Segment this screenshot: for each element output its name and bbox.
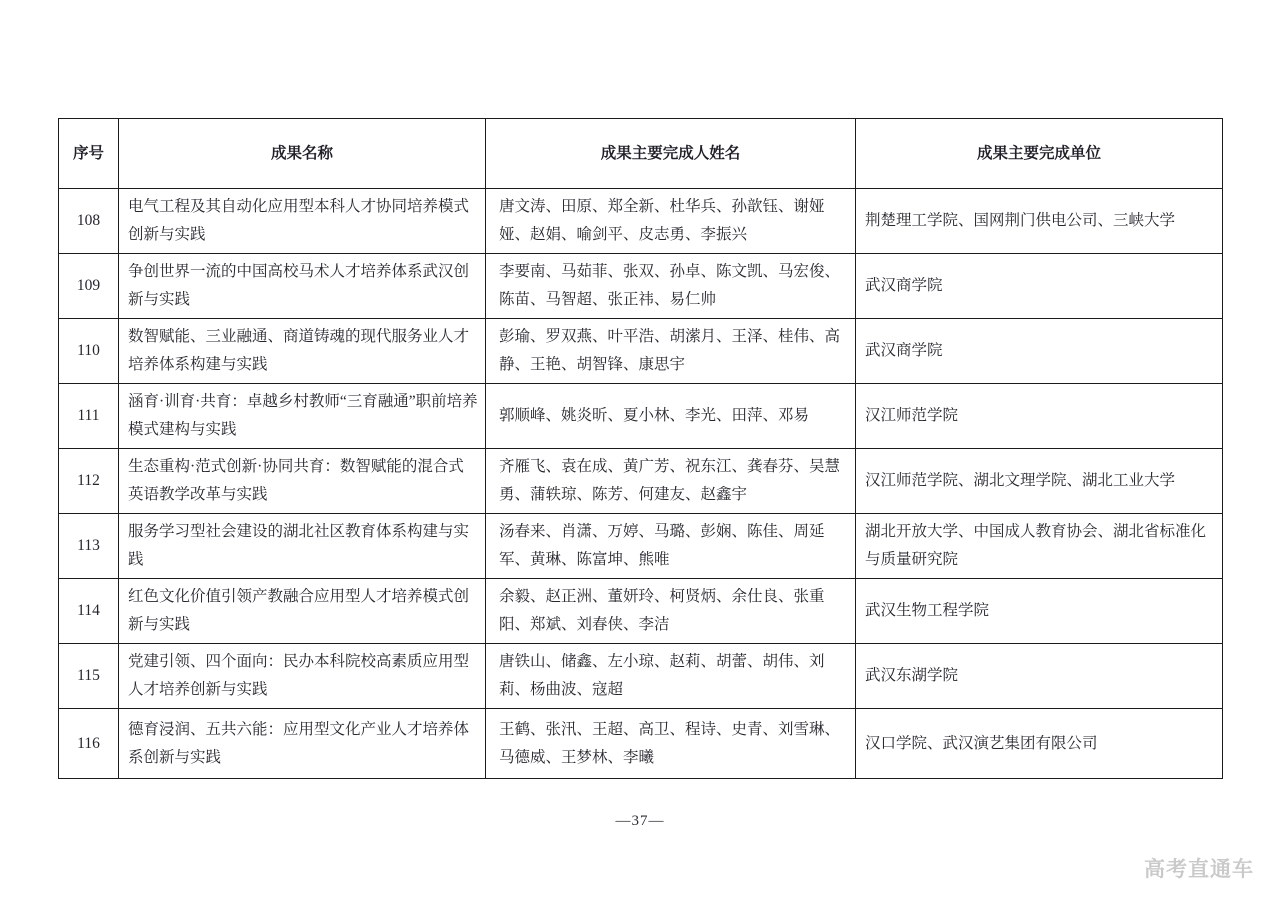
- cell-achievement-name: 党建引领、四个面向：民办本科院校高素质应用型人才培养创新与实践: [119, 644, 486, 709]
- cell-serial-number: 113: [59, 514, 119, 579]
- table-row: [59, 384, 1223, 449]
- cell-contributors: 唐铁山、储鑫、左小琼、赵莉、胡蕾、胡伟、刘莉、杨曲波、寇超: [486, 644, 856, 709]
- header-main-contributors: 成果主要完成人姓名: [486, 119, 856, 189]
- cell-achievement-name: 争创世界一流的中国高校马术人才培养体系武汉创新与实践: [119, 254, 486, 319]
- cell-organizations: 湖北开放大学、中国成人教育协会、湖北省标准化与质量研究院: [856, 514, 1223, 579]
- achievements-table: [58, 118, 1223, 779]
- table-row: [59, 514, 1223, 579]
- cell-organizations: 汉江师范学院: [856, 384, 1223, 449]
- cell-serial-number: 115: [59, 644, 119, 709]
- cell-achievement-name: 德育浸润、五共六能：应用型文化产业人才培养体系创新与实践: [119, 709, 486, 779]
- cell-serial-number: 110: [59, 319, 119, 384]
- cell-organizations: 汉江师范学院、湖北文理学院、湖北工业大学: [856, 449, 1223, 514]
- cell-achievement-name: 生态重构·范式创新·协同共育：数智赋能的混合式英语教学改革与实践: [119, 449, 486, 514]
- cell-contributors: 余毅、赵正洲、董妍玲、柯贤炳、余仕良、张重阳、郑斌、刘春侠、李洁: [486, 579, 856, 644]
- cell-organizations: 武汉商学院: [856, 254, 1223, 319]
- cell-serial-number: 109: [59, 254, 119, 319]
- cell-organizations: 武汉商学院: [856, 319, 1223, 384]
- cell-serial-number: 116: [59, 709, 119, 779]
- table-row: [59, 644, 1223, 709]
- cell-contributors: 王鹤、张汛、王超、高卫、程诗、史青、刘雪琳、马德威、王梦林、李曦: [486, 709, 856, 779]
- header-serial-number: 序号: [59, 119, 119, 189]
- watermark-text: 高考直通车: [1144, 858, 1254, 881]
- table-row: [59, 709, 1223, 779]
- cell-achievement-name: 电气工程及其自动化应用型本科人才协同培养模式创新与实践: [119, 189, 486, 254]
- cell-contributors: 齐雁飞、袁在成、黄广芳、祝东江、龚春芬、吴慧勇、蒲轶琼、陈芳、何建友、赵鑫宇: [486, 449, 856, 514]
- table-header-row: [59, 119, 1223, 189]
- cell-organizations: 武汉东湖学院: [856, 644, 1223, 709]
- table-row: [59, 449, 1223, 514]
- cell-achievement-name: 数智赋能、三业融通、商道铸魂的现代服务业人才培养体系构建与实践: [119, 319, 486, 384]
- cell-serial-number: 108: [59, 189, 119, 254]
- header-main-organizations: 成果主要完成单位: [856, 119, 1223, 189]
- cell-achievement-name: 红色文化价值引领产教融合应用型人才培养模式创新与实践: [119, 579, 486, 644]
- cell-organizations: 汉口学院、武汉演艺集团有限公司: [856, 709, 1223, 779]
- cell-achievement-name: 服务学习型社会建设的湖北社区教育体系构建与实践: [119, 514, 486, 579]
- cell-serial-number: 112: [59, 449, 119, 514]
- cell-contributors: 汤春来、肖潇、万婷、马璐、彭娴、陈佳、周延军、黄琳、陈富坤、熊唯: [486, 514, 856, 579]
- cell-organizations: 武汉生物工程学院: [856, 579, 1223, 644]
- cell-contributors: 唐文涛、田原、郑全新、杜华兵、孙歆钰、谢娅娅、赵娟、喻剑平、皮志勇、李振兴: [486, 189, 856, 254]
- table-row: [59, 319, 1223, 384]
- table-row: [59, 579, 1223, 644]
- table-row: [59, 254, 1223, 319]
- cell-serial-number: 111: [59, 384, 119, 449]
- header-achievement-name: 成果名称: [119, 119, 486, 189]
- cell-serial-number: 114: [59, 579, 119, 644]
- table-row: [59, 189, 1223, 254]
- page-number: —37—: [615, 813, 665, 829]
- cell-organizations: 荆楚理工学院、国网荆门供电公司、三峡大学: [856, 189, 1223, 254]
- cell-contributors: 郭顺峰、姚炎昕、夏小林、李光、田萍、邓易: [486, 384, 856, 449]
- cell-contributors: 彭瑜、罗双燕、叶平浩、胡潆月、王泽、桂伟、高静、王艳、胡智锋、康思宇: [486, 319, 856, 384]
- cell-achievement-name: 涵育·训育·共育：卓越乡村教师“三育融通”职前培养模式建构与实践: [119, 384, 486, 449]
- cell-contributors: 李要南、马茹菲、张双、孙卓、陈文凯、马宏俊、陈苗、马智超、张正祎、易仁帅: [486, 254, 856, 319]
